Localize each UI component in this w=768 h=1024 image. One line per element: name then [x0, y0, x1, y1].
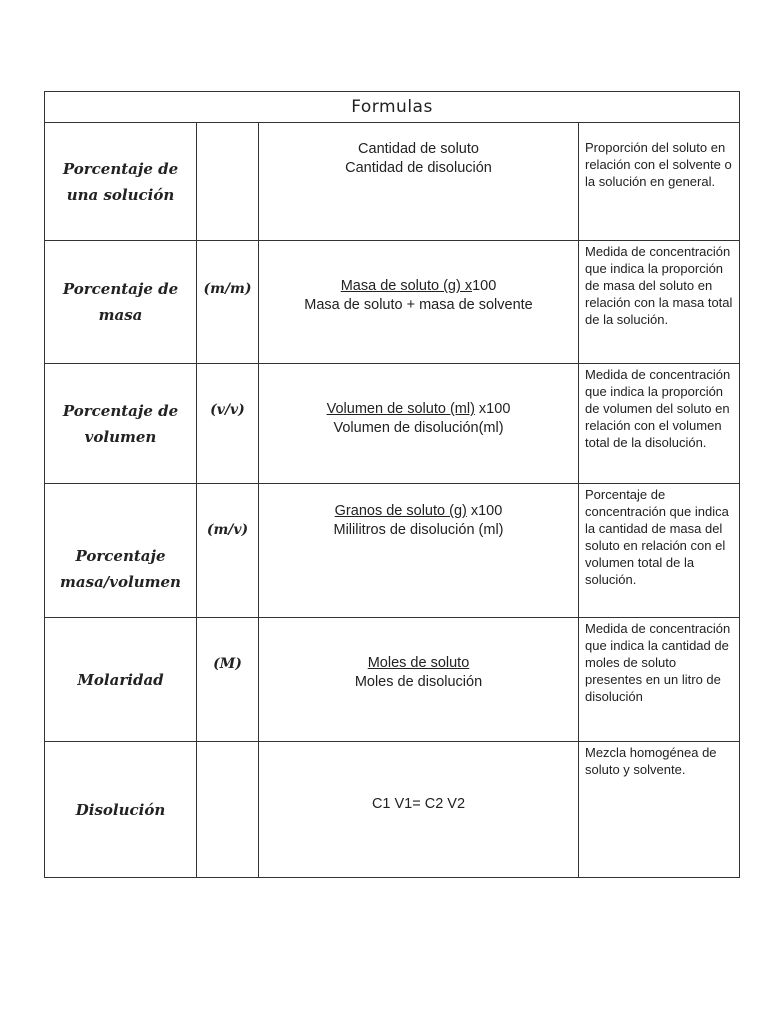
formula-multiplier: x100: [474, 401, 511, 417]
description-text: Medida de concentración que indica la proporción de volumen del soluto en relación con el volumen total de la disolución.: [585, 367, 731, 450]
formula-numerator: C1 V1= C2 V2: [371, 796, 466, 812]
title-row: [45, 92, 740, 123]
table-row: [45, 364, 740, 484]
formula-cell: [259, 618, 579, 742]
formula-cell: [259, 123, 579, 241]
concept-name-line: masa/volumen: [60, 572, 181, 591]
concept-name-line: volumen: [84, 427, 157, 446]
formula-denominator: Moles de disolución: [354, 674, 483, 690]
table-row: [45, 618, 740, 742]
formula-cell: [259, 484, 579, 618]
description-cell: [579, 618, 740, 742]
formula-numerator: Moles de soluto: [367, 655, 470, 671]
formula-cell: [259, 364, 579, 484]
description-cell: [579, 742, 740, 878]
description-cell: [579, 364, 740, 484]
formula-denominator: Volumen de disolución(ml): [333, 420, 504, 436]
formula-denominator: Cantidad de disolución: [345, 160, 492, 176]
table-row: [45, 241, 740, 364]
description-text: Porcentaje de concentración que indica la cantidad de masa del soluto en relación con el volumen total de la solución.: [585, 487, 729, 587]
table-row: [45, 742, 740, 878]
concept-name-cell: [45, 618, 197, 742]
abbr-label: (M): [213, 656, 242, 672]
formula-multiplier: x100: [466, 503, 503, 519]
formula-multiplier: 100: [472, 278, 497, 294]
concept-name-line: Porcentaje de: [62, 280, 179, 298]
description-text: Mezcla homogénea de soluto y solvente.: [585, 745, 717, 777]
concept-name-cell: [45, 484, 197, 618]
formula-denominator: Mililitros de disolución (ml): [333, 522, 504, 538]
formulas-table: [44, 91, 740, 878]
concept-name-cell: [45, 742, 197, 878]
abbr-cell: [197, 484, 259, 618]
formula-cell: [259, 241, 579, 364]
abbr-label: (m/m): [203, 281, 252, 297]
concept-name-cell: [45, 364, 197, 484]
formula-numerator: Volumen de soluto (ml): [326, 401, 475, 417]
concept-name-cell: [45, 123, 197, 241]
formula-numerator: Cantidad de soluto: [358, 141, 479, 157]
abbr-cell: [197, 123, 259, 241]
formula-numerator: Masa de soluto (g) x: [340, 278, 473, 294]
description-text: Proporción del soluto en relación con el solvente o la solución en general.: [585, 140, 732, 189]
abbr-cell: [197, 364, 259, 484]
abbr-cell: [197, 742, 259, 878]
description-text: Medida de concentración que indica la cantidad de moles de soluto presentes en un litro de disolución: [585, 621, 731, 704]
abbr-cell: [197, 241, 259, 364]
formula-numerator: Granos de soluto (g): [334, 503, 467, 519]
formulas-sheet: [44, 91, 739, 878]
concept-name-line: masa: [98, 306, 143, 324]
concept-name-line: Porcentaje de: [62, 159, 179, 178]
concept-name-cell: [45, 241, 197, 364]
concept-name-line: Molaridad: [77, 670, 164, 689]
description-cell: [579, 484, 740, 618]
abbr-label: (m/v): [206, 522, 249, 538]
table-row: [45, 123, 740, 241]
concept-name-line: Porcentaje: [75, 546, 166, 565]
abbr-label: (v/v): [210, 402, 245, 418]
abbr-cell: [197, 618, 259, 742]
formula-cell: [259, 742, 579, 878]
table-row: [45, 484, 740, 618]
description-cell: [579, 241, 740, 364]
concept-name-line: una solución: [66, 185, 175, 204]
description-text: Medida de concentración que indica la proporción de masa del soluto en relación con la masa total de la solución.: [585, 244, 733, 327]
table-title: Formulas: [45, 92, 740, 123]
description-cell: [579, 123, 740, 241]
concept-name-line: Disolución: [75, 800, 166, 819]
concept-name-line: Porcentaje de: [62, 401, 179, 420]
formula-denominator: Masa de soluto + masa de solvente: [304, 297, 533, 313]
